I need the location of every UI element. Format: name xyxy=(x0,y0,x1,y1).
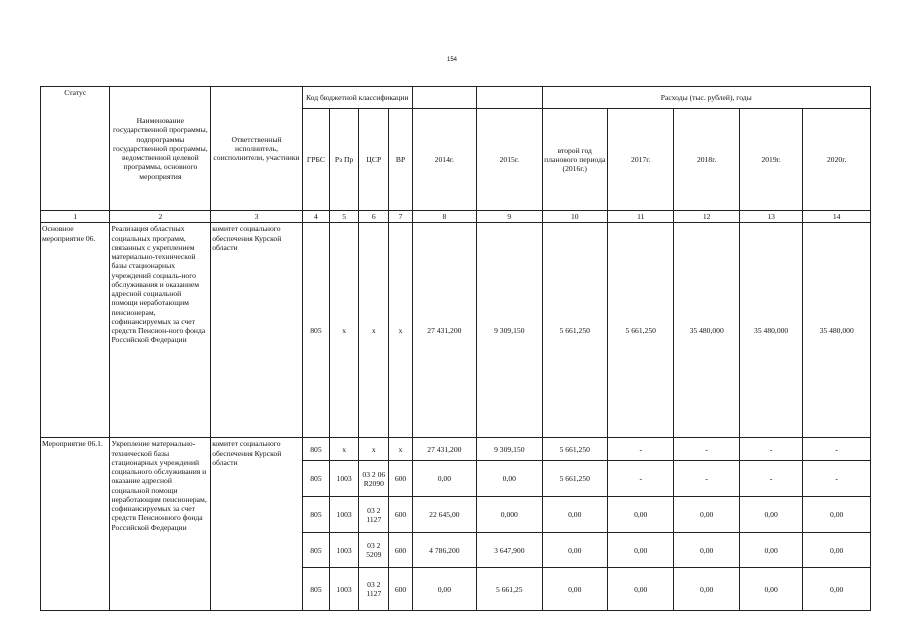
table-cell: 5 661,250 xyxy=(542,438,607,461)
main-event-row xyxy=(41,223,871,438)
table-cell: 9 309,150 xyxy=(477,223,542,438)
header-2017: 2017г. xyxy=(607,109,673,211)
table-cell: 0,00 xyxy=(477,461,542,497)
header-rzpr: Рз Пр xyxy=(330,109,359,211)
table-cell: - xyxy=(674,461,739,497)
table-cell: x xyxy=(389,223,412,438)
table-cell: 0,00 xyxy=(739,533,802,568)
sub-event-row xyxy=(41,438,871,461)
column-number: 6 xyxy=(359,211,389,223)
table-cell: 27 431,200 xyxy=(412,438,476,461)
column-number: 12 xyxy=(674,211,739,223)
table-cell: 0,000 xyxy=(477,497,542,533)
table-cell: 0,00 xyxy=(674,568,739,611)
table-cell: 9 309,150 xyxy=(477,438,542,461)
table-cell: - xyxy=(674,438,739,461)
header-grbs: ГРБС xyxy=(302,109,329,211)
page-number: 154 xyxy=(446,57,457,63)
table-cell: 03 2 06 R2090 xyxy=(359,461,389,497)
budget-table xyxy=(40,86,871,611)
header-budget-code: Код бюджетной классификации xyxy=(302,87,412,109)
header-2020: 2020г. xyxy=(803,109,871,211)
table-cell: 1003 xyxy=(330,497,359,533)
table-cell: x xyxy=(330,438,359,461)
table-cell: 0,00 xyxy=(803,568,871,611)
table-cell: 1003 xyxy=(330,533,359,568)
column-number: 5 xyxy=(330,211,359,223)
column-number: 2 xyxy=(110,211,211,223)
table-cell: 0,00 xyxy=(674,533,739,568)
table-cell: - xyxy=(739,461,802,497)
table-cell: 0,00 xyxy=(607,497,673,533)
table-cell: 805 xyxy=(302,568,329,611)
table-cell: 5 661,250 xyxy=(607,223,673,438)
header-2015: 2015г. xyxy=(477,109,542,211)
table-cell: 35 480,000 xyxy=(803,223,871,438)
table-cell: 600 xyxy=(389,568,412,611)
table-cell: 0,00 xyxy=(542,533,607,568)
table-cell: 03 2 1127 xyxy=(359,497,389,533)
table-cell: 805 xyxy=(302,533,329,568)
table-cell: 805 xyxy=(302,497,329,533)
column-number: 4 xyxy=(302,211,329,223)
table-cell: 22 645,00 xyxy=(412,497,476,533)
table-cell: 5 661,250 xyxy=(542,223,607,438)
header-blank-2015 xyxy=(477,87,542,109)
column-number: 13 xyxy=(739,211,802,223)
table-cell: 600 xyxy=(389,533,412,568)
header-blank-2014 xyxy=(412,87,476,109)
main-event-responsible: комитет социального обеспечения Курской области xyxy=(211,223,303,438)
table-cell: 1003 xyxy=(330,568,359,611)
table-cell: 4 786,200 xyxy=(412,533,476,568)
column-number: 7 xyxy=(389,211,412,223)
table-cell: 600 xyxy=(389,497,412,533)
header-expenses: Расходы (тыс. рублей), годы xyxy=(542,87,870,109)
header-vr: ВР xyxy=(389,109,412,211)
table-cell: 0,00 xyxy=(607,568,673,611)
header-status: Статус xyxy=(41,87,110,211)
table-cell: 0,00 xyxy=(803,533,871,568)
table-cell: - xyxy=(803,461,871,497)
table-cell: 03 2 1127 xyxy=(359,568,389,611)
table-cell: 03 2 5209 xyxy=(359,533,389,568)
table-cell: 0,00 xyxy=(542,568,607,611)
header-csr: ЦСР xyxy=(359,109,389,211)
table-cell: 5 661,250 xyxy=(542,461,607,497)
table-cell: 805 xyxy=(302,223,329,438)
column-number: 11 xyxy=(607,211,673,223)
table-cell: 0,00 xyxy=(739,568,802,611)
table-cell: 0,00 xyxy=(412,461,476,497)
header-responsible: Ответственный исполнитель, соисполнители, участники xyxy=(211,87,303,211)
header-2014: 2014г. xyxy=(412,109,476,211)
header-2019: 2019г. xyxy=(739,109,802,211)
table-cell: 3 647,900 xyxy=(477,533,542,568)
header-2016: второй год планового периода (2016г.) xyxy=(542,109,607,211)
sub-event-responsible: комитет социального обеспечения Курской области xyxy=(211,438,303,611)
table-cell: x xyxy=(359,223,389,438)
header-name: Наименование государственной программы, подпрограммы государственной программы, ведомственной целевой программы, основного мероприятия xyxy=(110,87,211,211)
column-number: 8 xyxy=(412,211,476,223)
table-cell: x xyxy=(389,438,412,461)
column-number: 1 xyxy=(41,211,110,223)
column-number: 10 xyxy=(542,211,607,223)
header-2018: 2018г. xyxy=(674,109,739,211)
table-cell: x xyxy=(359,438,389,461)
column-number: 9 xyxy=(477,211,542,223)
column-number: 14 xyxy=(803,211,871,223)
main-event-status: Основное мероприятие 06. xyxy=(41,223,110,438)
table-cell: 805 xyxy=(302,438,329,461)
table-cell: 27 431,200 xyxy=(412,223,476,438)
table-cell: - xyxy=(607,438,673,461)
table-cell: 5 661,25 xyxy=(477,568,542,611)
table-cell: 35 480,000 xyxy=(674,223,739,438)
table-cell: 0,00 xyxy=(607,533,673,568)
table-cell: - xyxy=(607,461,673,497)
table-cell: 600 xyxy=(389,461,412,497)
column-number-row xyxy=(41,211,871,223)
table-cell: 35 480,000 xyxy=(739,223,802,438)
table-cell: - xyxy=(803,438,871,461)
table-cell: 0,00 xyxy=(803,497,871,533)
table-cell: 1003 xyxy=(330,461,359,497)
table-cell: 0,00 xyxy=(412,568,476,611)
table-cell: 0,00 xyxy=(739,497,802,533)
table-cell: - xyxy=(739,438,802,461)
main-event-name: Реализация областных социальных программ, связанных с укреплением материально-технической базы стационарных учреждений социаль-ного обслуживания и оказанием адресной социальной помощи неработающим пенсионерам, софинансируемых за счет средств Пенсион-ного фонда Российской Федерации xyxy=(110,223,211,438)
table-cell: 0,00 xyxy=(542,497,607,533)
table-cell: 805 xyxy=(302,461,329,497)
column-number: 3 xyxy=(211,211,303,223)
sub-event-name: Укрепление материально-технической базы стационарных учреждений социального обслуживания и оказание адресной социальной помощи неработающим пенсионерам, софинансируемых за счет средств Пенсионного фонда Российской Федерации xyxy=(110,438,211,611)
table-cell: 0,00 xyxy=(674,497,739,533)
table-cell: x xyxy=(330,223,359,438)
sub-event-status: Мероприятие 06.1. xyxy=(41,438,110,611)
